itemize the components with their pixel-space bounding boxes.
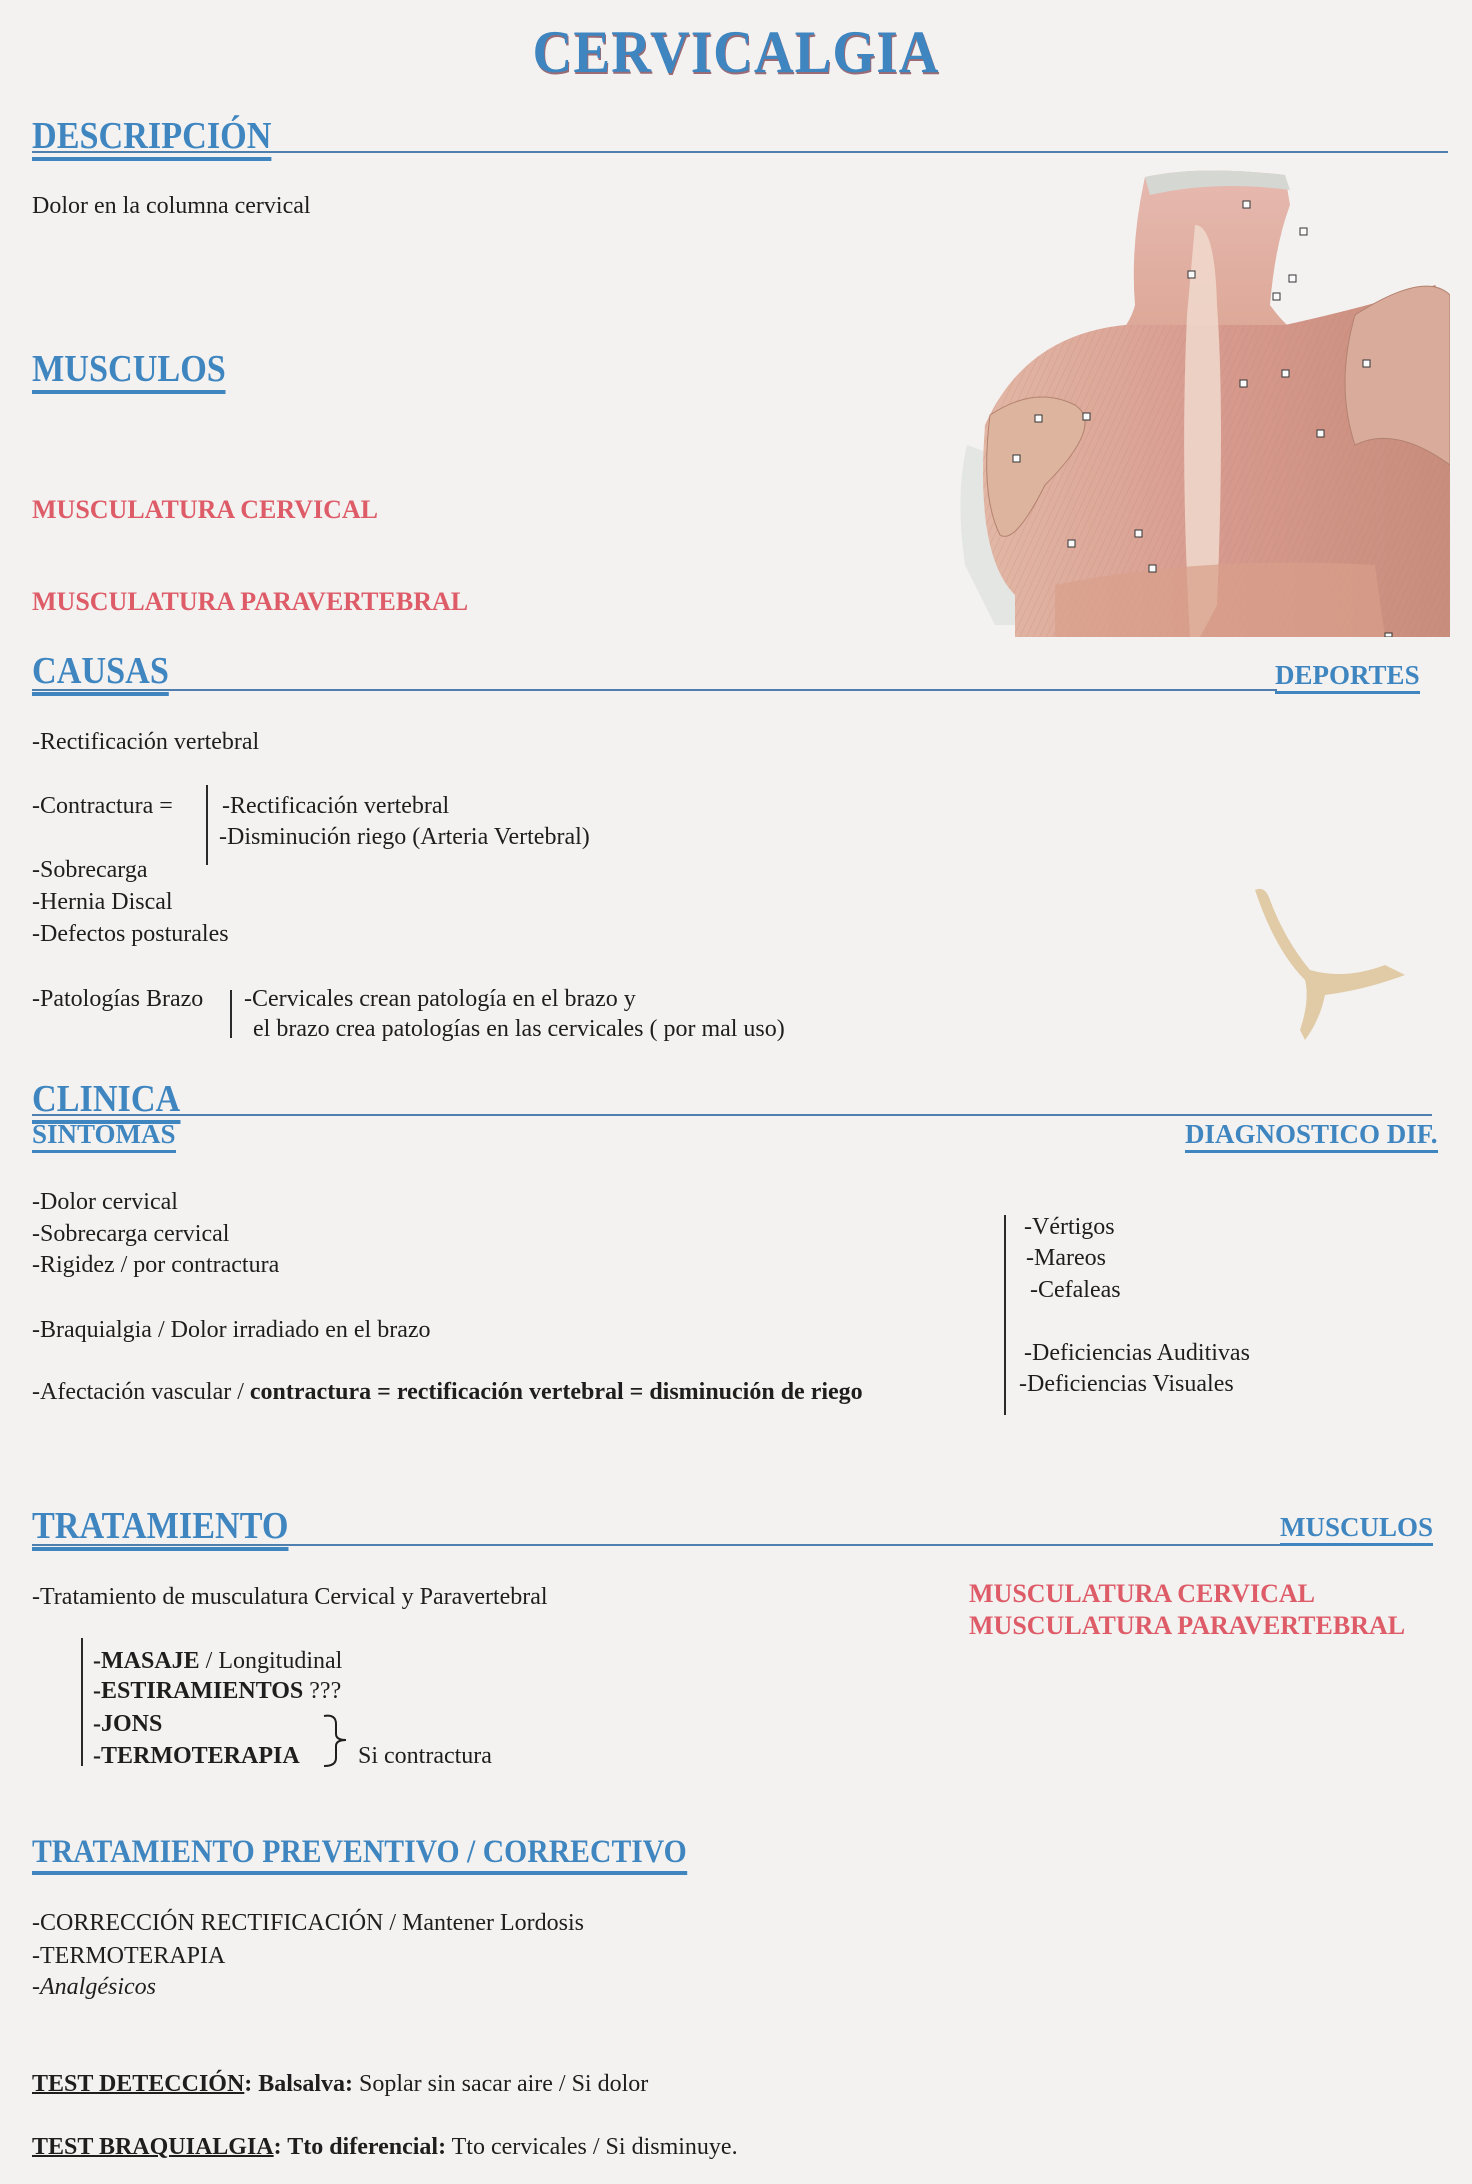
sintoma-item: -Sobrecarga cervical [32, 1221, 230, 1247]
bracket-line [230, 990, 232, 1038]
tratamiento-item [93, 1649, 342, 1673]
tratamiento-item-bold: -JONS [93, 1711, 163, 1737]
tratamiento-item [93, 1712, 162, 1736]
heading-sintomas: SINTOMAS [32, 1121, 176, 1153]
causa-item: -Defectos posturales [32, 921, 229, 947]
tratamiento-item-rest: / Longitudinal [199, 1648, 343, 1674]
causa-item: -Hernia Discal [32, 889, 173, 915]
test-sep: : [244, 2071, 259, 2097]
afectacion-prefix: -Afectación vascular / [32, 1379, 250, 1405]
muscle-item: MUSCULATURA PARAVERTEBRAL [32, 587, 469, 616]
curly-brace [322, 1712, 352, 1768]
test-braquialgia [32, 2135, 738, 2159]
tratamiento-item-rest: ??? [303, 1678, 342, 1704]
test-label: TEST BRAQUIALGIA [32, 2134, 274, 2160]
preventivo-item: -TERMOTERAPIA [32, 1943, 226, 1969]
causa-subitem: el brazo crea patologías en las cervicales ( por mal uso) [253, 1016, 785, 1042]
test-bold: Tto diferencial: [287, 2134, 447, 2160]
causa-subitem: -Rectificación vertebral [222, 793, 450, 819]
paper-stain [1245, 880, 1415, 1040]
causa-item: -Sobrecarga [32, 857, 148, 883]
heading-descripcion: DESCRIPCIÓN [32, 117, 271, 161]
test-deteccion [32, 2072, 648, 2096]
page-title: CERVICALGIA [532, 19, 940, 85]
tratamiento-item-bold: -TERMOTERAPIA [93, 1743, 300, 1769]
tratamiento-item [93, 1679, 341, 1703]
preventivo-item-italic: -Analgésicos [32, 1974, 156, 2000]
heading-musculos: MUSCULOS [32, 350, 226, 394]
tratamiento-item [93, 1744, 300, 1768]
heading-deportes: DEPORTES [1275, 662, 1420, 694]
tratamiento-item-bold: -ESTIRAMIENTOS [93, 1678, 304, 1704]
sintoma-item: -Rigidez / por contractura [32, 1252, 280, 1278]
brace-note: Si contractura [358, 1743, 492, 1769]
preventivo-item: -CORRECCIÓN RECTIFICACIÓN / Mantener Lordosis [32, 1910, 584, 1936]
tratamiento-item-bold: -MASAJE [93, 1648, 200, 1674]
causa-contractura-label: -Contractura = [32, 793, 173, 819]
test-rest: Tto cervicales / Si disminuye. [446, 2134, 738, 2160]
section-rule [32, 689, 1277, 691]
diagnostico-item: -Mareos [1026, 1245, 1106, 1271]
heading-causas: CAUSAS [32, 652, 169, 696]
back-muscles-illustration [955, 165, 1450, 637]
muscle-item: MUSCULATURA CERVICAL [32, 495, 379, 524]
bracket-line [206, 785, 208, 865]
descripcion-text: Dolor en la columna cervical [32, 193, 311, 219]
muscle-item: MUSCULATURA CERVICAL [969, 1579, 1316, 1608]
afectacion-bold: contractura = rectificación vertebral = disminución de riego [249, 1379, 863, 1405]
sintoma-item: -Braquialgia / Dolor irradiado en el brazo [32, 1317, 431, 1343]
heading-musculos-tratamiento: MUSCULOS [1280, 1514, 1433, 1546]
causa-patologias-label: -Patologías Brazo [32, 986, 204, 1012]
sintoma-afectacion [32, 1380, 863, 1404]
test-bold: Balsalva: [258, 2071, 353, 2097]
heading-tratamiento: TRATAMIENTO [32, 1507, 289, 1551]
test-sep: : [273, 2134, 288, 2160]
test-rest: Soplar sin sacar aire / Si dolor [352, 2071, 649, 2097]
heading-preventivo: TRATAMIENTO PREVENTIVO / CORRECTIVO [32, 1836, 687, 1875]
causa-item: -Rectificación vertebral [32, 729, 260, 755]
heading-clinica: CLINICA [32, 1080, 180, 1124]
bracket-line [1004, 1215, 1006, 1415]
heading-diagnostico: DIAGNOSTICO DIF. [1185, 1121, 1438, 1153]
causa-subitem: -Disminución riego (Arteria Vertebral) [219, 824, 590, 850]
sintoma-item: -Dolor cervical [32, 1189, 178, 1215]
causa-subitem: -Cervicales crean patología en el brazo y [244, 986, 636, 1012]
diagnostico-item: -Deficiencias Auditivas [1024, 1340, 1250, 1366]
diagnostico-item: -Deficiencias Visuales [1019, 1371, 1234, 1397]
bracket-line [81, 1638, 83, 1766]
diagnostico-item: -Cefaleas [1030, 1277, 1121, 1303]
diagnostico-item: -Vértigos [1024, 1214, 1115, 1240]
tratamiento-intro: -Tratamiento de musculatura Cervical y Paravertebral [32, 1584, 548, 1610]
muscle-item: MUSCULATURA PARAVERTEBRAL [969, 1611, 1406, 1640]
section-rule [32, 1114, 1432, 1116]
test-label: TEST DETECCIÓN [32, 2071, 245, 2097]
